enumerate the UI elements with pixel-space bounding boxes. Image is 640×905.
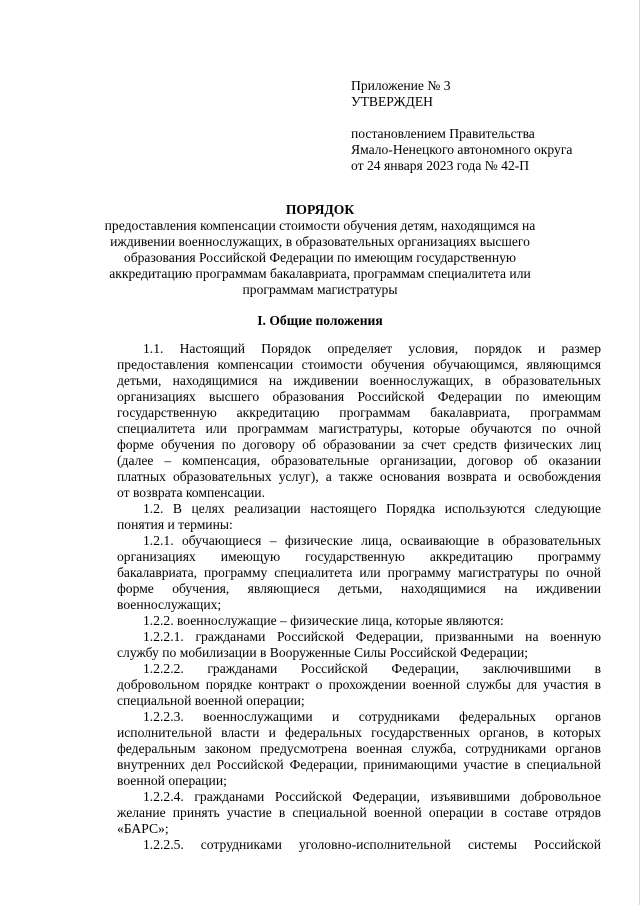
approval-stamp: УТВЕРЖДЕН (351, 94, 433, 109)
body-line: 1.2.2.2. гражданами Российской Федерации, заключившими в (143, 661, 601, 676)
body-line: 1.2.2.1. гражданами Российской Федерации, призванными на военную (143, 629, 601, 644)
document-subtitle-line: образования Российской Федерации по имеющим государственную (123, 250, 517, 265)
document-subtitle-line: предоставления компенсации стоимости обучения детям, находящимся на (104, 218, 536, 233)
body-line: 1.2.2.3. военнослужащими и сотрудниками федеральных органов (143, 709, 601, 724)
body-line: предоставления компенсации стоимости обучения обучающимся, являющимся (117, 357, 601, 372)
section-heading: I. Общие положения (257, 313, 383, 328)
body-line: детьми, находящимися на иждивении военнослужащих, в образовательных (117, 373, 601, 388)
body-line: от возврата компенсации. (117, 485, 265, 500)
body-line: специалитета или программам магистратуры, которые обучаются по очной (117, 421, 601, 436)
body-line: понятия и термины: (117, 517, 233, 532)
body-line: федеральным законом предусмотрена военная служба, сотрудниками органов (117, 741, 601, 756)
body-line: желание принять участие в специальной военной операции в составе отрядов (117, 805, 601, 820)
body-line: внутренних дел Российской Федерации, принимающими участие в специальной (117, 757, 601, 772)
body-line: военнослужащих; (117, 597, 222, 612)
body-line: 1.2.1. обучающиеся – физические лица, осваивающие в образовательных (143, 533, 601, 548)
document-subtitle-line: аккредитацию программам бакалавриата, программам специалитета или (109, 266, 531, 281)
body-line: 1.2. В целях реализации настоящего Порядка используются следующие (143, 501, 601, 516)
appendix-number: Приложение № 3 (351, 78, 451, 93)
body-line: добровольном порядке контракт о прохождении военной службы для участия в (117, 677, 601, 692)
body-line: форме обучения, являющиеся детьми, находящимися на иждивении (117, 581, 601, 596)
body-line: бакалавриата, программу специалитета или программу магистратуры по очной (117, 565, 601, 580)
body-line: (далее – компенсация, образовательные организации, договор об оказании (117, 453, 601, 468)
body-line: военной операции; (117, 773, 227, 788)
document-subtitle-line: программам магистратуры (242, 282, 398, 297)
body-line: исполнительной власти и федеральных государственных органов, в которых (117, 725, 601, 740)
approval-line: Ямало-Ненецкого автономного округа (351, 142, 573, 157)
body-line: «БАРС»; (117, 821, 169, 836)
body-line: платных образовательных услуг), а также основания возврата и освобождения (117, 469, 601, 484)
body-line: специальной военной операции; (117, 693, 305, 708)
body-line: организациях имеющую государственную аккредитацию программу (117, 549, 601, 564)
body-line: 1.2.2.4. гражданами Российской Федерации, изъявившими добровольное (143, 789, 601, 804)
document-subtitle-line: иждивении военнослужащих, в образовательных организациях высшего (110, 234, 530, 249)
body-line: 1.1. Настоящий Порядок определяет условия, порядок и размер (143, 341, 601, 356)
body-line: 1.2.2.5. сотрудниками уголовно-исполнительной системы Российской (143, 837, 601, 852)
body-line: организациях высшего образования Российской Федерации по имеющим (117, 389, 601, 404)
body-line: 1.2.2. военнослужащие – физические лица, которые являются: (143, 613, 504, 628)
body-line: форме обучения по договору об образовании за счет средств физических лиц (117, 437, 601, 452)
approval-line: постановлением Правительства (351, 126, 535, 141)
body-line: службу по мобилизации в Вооруженные Силы Российской Федерации; (117, 645, 529, 660)
approval-line: от 24 января 2023 года № 42-П (351, 158, 530, 173)
document-title: ПОРЯДОК (285, 202, 355, 217)
body-line: государственную аккредитацию программам бакалавриата, программам (117, 405, 601, 420)
